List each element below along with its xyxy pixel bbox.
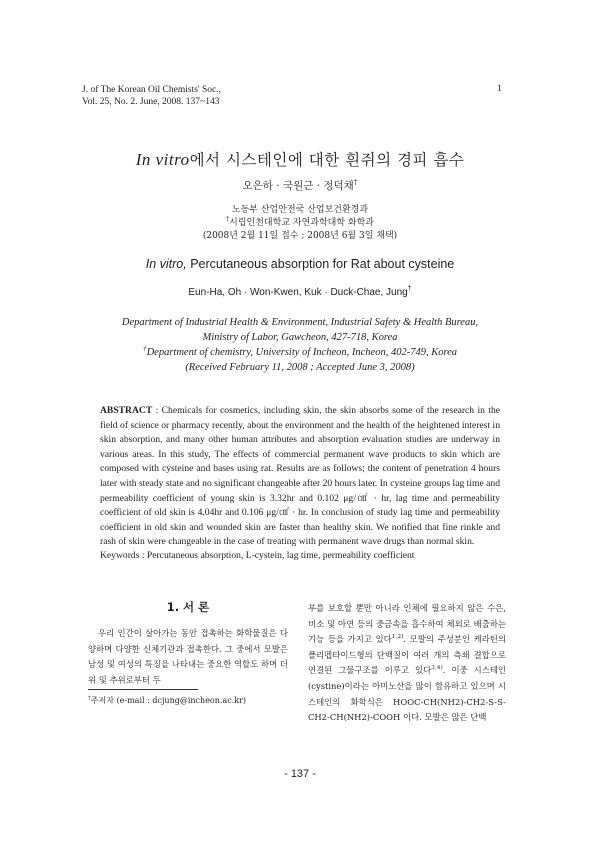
footnote bbox=[88, 695, 246, 706]
korean-affiliation-2-mark: † bbox=[226, 216, 230, 223]
section-title: 1. 서 론 bbox=[166, 600, 210, 614]
korean-title-italic: In vitro bbox=[135, 150, 190, 169]
english-authors-names: Eun-Ha, Oh · Won-Kwen, Kuk · Duck-Chae, Jung bbox=[188, 287, 408, 298]
abstract-label: ABSTRACT bbox=[100, 405, 153, 416]
reference-marker-2: 3,4) bbox=[431, 665, 443, 672]
header-page-number: 1 bbox=[497, 84, 502, 94]
korean-authors bbox=[0, 178, 600, 193]
body-right-part-3: . 이중 시스테인(cystine)이라는 아미노산을 많이 함유하고 있으며 시스테인의 화학식은 HOOC-CH(NH2)-CH2-S-S-CH2-CH(NH2)-COOH 이다. 모발은 많은 단백 bbox=[308, 665, 506, 723]
korean-title-rest: 에서 시스테인에 대한 흰쥐의 경피 흡수 bbox=[189, 151, 465, 169]
abstract bbox=[100, 404, 500, 550]
english-title bbox=[0, 257, 600, 271]
footnote-rule bbox=[88, 689, 198, 690]
english-affiliation-3 bbox=[0, 345, 600, 360]
english-authors bbox=[0, 287, 600, 298]
journal-info bbox=[82, 84, 221, 108]
journal-line-1: J. of The Korean Oil Chemists' Soc., bbox=[82, 85, 222, 95]
english-title-italic: In vitro, bbox=[145, 257, 187, 271]
korean-authors-mark: † bbox=[353, 177, 358, 187]
body-right-part-2: . 모발의 주성분인 케라틴의 폴리펩타이드형의 단백질이 여러 개의 측쇄 결합으로 연결된 그물구조를 이루고 있다 bbox=[308, 634, 506, 676]
korean-authors-names: 오은하 · 국원근 · 정덕채 bbox=[242, 180, 354, 192]
english-authors-mark: † bbox=[407, 285, 412, 293]
reference-marker-1: 1,2) bbox=[391, 634, 404, 641]
korean-affiliation-1: 노동부 산업안전국 산업보건환경과 bbox=[231, 205, 369, 215]
english-affiliations bbox=[0, 315, 600, 375]
body-right-column bbox=[308, 601, 506, 726]
english-affiliation-3-mark: † bbox=[142, 343, 147, 353]
english-title-rest: Percutaneous absorption for Rat about cysteine bbox=[190, 257, 455, 271]
english-affiliation-3-text: Department of chemistry, University of Incheon, Incheon, 402-749, Korea bbox=[146, 347, 458, 358]
korean-dates: (2008년 2월 11일 접수 ; 2008년 6월 3일 채택) bbox=[202, 231, 398, 241]
korean-affiliation-2 bbox=[0, 217, 600, 230]
body-left-column: 우리 인간이 살아가는 동안 접촉하는 화학물질은 다양하며 다양한 신체기관과 접촉한다. 그 중에서 모발은 남성 및 여성의 특징을 나타내는 중요한 역할도 하며 더위 및 추위로부터 두 bbox=[88, 628, 288, 685]
body-right-part-1: 부를 보호할 뿐만 아니라 인체에 필요하지 않은 수은, 비소 및 아연 등의 중금속을 흡수하여 체외로 배출하는 기능 등을 가지고 있다 bbox=[308, 603, 506, 645]
korean-affiliation-2-text: 시립인천대학교 자연과학대학 화학과 bbox=[229, 218, 374, 228]
keywords: Keywords : Percutaneous absorption, L-cystein, lag time, permeability coefficient bbox=[100, 550, 415, 561]
english-dates: (Received February 11, 2008 ; Accepted June 3, 2008) bbox=[185, 362, 415, 373]
footnote-text: 주저자 (e-mail : dcjung@incheon.ac.kr) bbox=[90, 696, 247, 705]
page-footer-number: - 137 - bbox=[284, 768, 316, 780]
footnote-mark: † bbox=[88, 695, 91, 702]
journal-line-2: Vol. 25, No. 2. June, 2008. 137~143 bbox=[82, 97, 220, 107]
english-affiliation-1: Department of Industrial Health & Environment, Industrial Safety & Health Bureau, bbox=[121, 317, 479, 328]
korean-affiliations bbox=[0, 204, 600, 243]
english-affiliation-2: Ministry of Labor, Gawcheon, 427-718, Korea bbox=[202, 332, 398, 343]
korean-title bbox=[0, 148, 600, 170]
abstract-text: : Chemicals for cosmetics, including skin, the skin absorbs some of the research in the field of science or pharmacy recently, about the environment and the health of the heightened interest in skin absorption, and many other human attributes and absorption evaluation studies are underway in various areas. In this study, The effects of commercial permanent wave products to skin which are composed with cysteine and bases using rat. Results are as follows; the content of penetration 4 hours later with steady state and no significant changeable after 20 hours later. In cysteine groups lag time and permeability coefficient of young skin is 3.32hr and 0.102 μg/㎠ · hr, lag time and permeability coefficient of old skin is 4.04hr and 0.106 μg/㎠ · hr. In conclusion of study lag time and permeability coefficient in old skin and wounded skin are faster than healthy skin. We notified that fine rinkle and rash of skin were changeable in the case of treating with permanent wave drugs than normal skin. bbox=[100, 405, 500, 548]
